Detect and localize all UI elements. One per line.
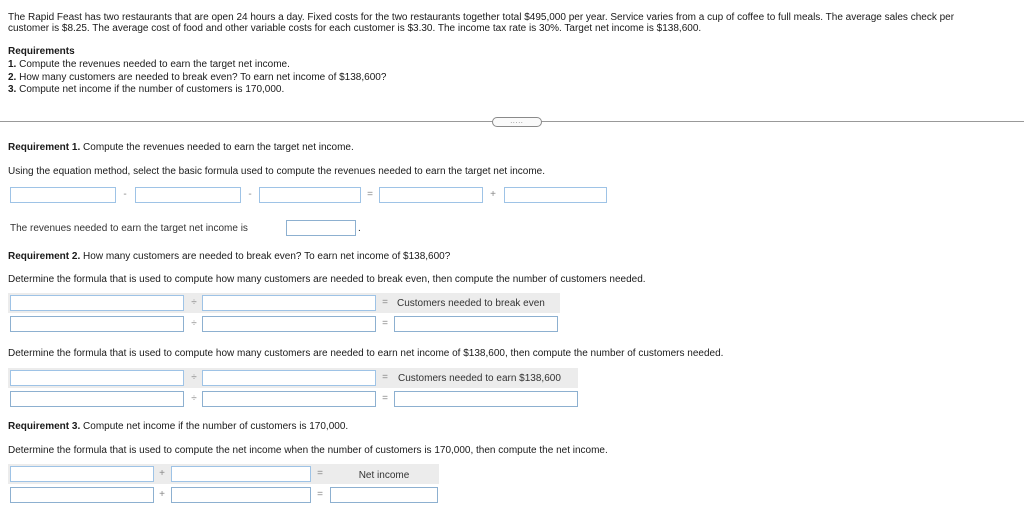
req2-breakeven-result-label: Customers needed to break even bbox=[397, 298, 545, 309]
req1-operator-plus: + bbox=[490, 189, 496, 200]
requirement-item-text: Compute net income if the number of customers is 170,000. bbox=[19, 84, 285, 95]
req2-target-value-input-1[interactable] bbox=[10, 391, 184, 407]
req3-result-label: Net income bbox=[358, 470, 410, 481]
requirement-item-number: 3. bbox=[8, 84, 17, 95]
req2-divide-operator: ÷ bbox=[191, 318, 197, 329]
req3-value-input-1[interactable] bbox=[10, 487, 154, 503]
req2-equals-operator: = bbox=[382, 393, 388, 404]
problem-text-line1: The Rapid Feast has two restaurants that are open 24 hours a day. Fixed costs for the two restaurants together total $495,000 per year. Service varies from a cup of coffee to full meals. The average sales check per bbox=[8, 12, 955, 23]
req2-text: How many customers are needed to break even? To earn net income of $138,600? bbox=[83, 251, 451, 262]
req1-revenue-input[interactable] bbox=[286, 220, 356, 236]
req1-instruction: Using the equation method, select the basic formula used to compute the revenues needed to earn the target net income. bbox=[8, 166, 546, 177]
req1-formula-dropdown-2[interactable] bbox=[135, 187, 241, 203]
req3-heading bbox=[8, 421, 348, 433]
req3-formula-dropdown-2[interactable] bbox=[171, 466, 311, 482]
req1-operator-equals: = bbox=[367, 189, 373, 200]
requirement-item-1 bbox=[8, 59, 290, 71]
req2-instruction-breakeven: Determine the formula that is used to compute how many customers are needed to break even, then compute the number of customers needed. bbox=[8, 274, 646, 285]
req1-heading bbox=[8, 142, 354, 154]
req2-instruction-target: Determine the formula that is used to compute how many customers are needed to earn net income of $138,600, then compute the number of customers needed. bbox=[8, 348, 724, 359]
req2-heading bbox=[8, 251, 450, 263]
requirement-item-3 bbox=[8, 84, 284, 96]
req2-divide-operator: ÷ bbox=[191, 297, 197, 308]
req3-instruction: Determine the formula that is used to compute the net income when the number of customers is 170,000, then compute the net income. bbox=[8, 445, 608, 456]
requirement-item-text: How many customers are needed to break even? To earn net income of $138,600? bbox=[19, 72, 387, 83]
req2-target-result-input[interactable] bbox=[394, 391, 578, 407]
req2-equals-operator: = bbox=[382, 297, 388, 308]
requirement-item-number: 2. bbox=[8, 72, 17, 83]
req2-target-value-input-2[interactable] bbox=[202, 391, 376, 407]
req3-plus-operator: + bbox=[159, 468, 165, 479]
req3-value-input-2[interactable] bbox=[171, 487, 311, 503]
expand-toggle-button[interactable]: ..... bbox=[492, 117, 542, 127]
req2-divide-operator: ÷ bbox=[191, 393, 197, 404]
req1-operator-2: - bbox=[248, 189, 252, 200]
req2-target-formula-dropdown-2[interactable] bbox=[202, 370, 376, 386]
req1-result-suffix: . bbox=[358, 223, 361, 234]
req1-formula-dropdown-5[interactable] bbox=[504, 187, 607, 203]
requirement-item-number: 1. bbox=[8, 59, 17, 70]
req1-operator-1: - bbox=[123, 189, 127, 200]
req2-breakeven-value-input-1[interactable] bbox=[10, 316, 184, 332]
req2-divide-operator: ÷ bbox=[191, 372, 197, 383]
req3-plus-operator: + bbox=[159, 489, 165, 500]
req2-equals-operator: = bbox=[382, 372, 388, 383]
req1-result-text: The revenues needed to earn the target net income is bbox=[10, 223, 248, 234]
req2-breakeven-value-input-2[interactable] bbox=[202, 316, 376, 332]
req1-label: Requirement 1. bbox=[8, 142, 81, 153]
req3-net-income-input[interactable] bbox=[330, 487, 438, 503]
requirements-heading: Requirements bbox=[8, 46, 75, 57]
req3-equals-operator: = bbox=[317, 468, 323, 479]
req3-formula-dropdown-1[interactable] bbox=[10, 466, 154, 482]
req2-breakeven-result-input[interactable] bbox=[394, 316, 558, 332]
req2-target-result-label: Customers needed to earn $138,600 bbox=[398, 373, 561, 384]
req2-equals-operator: = bbox=[382, 318, 388, 329]
req2-breakeven-formula-dropdown-2[interactable] bbox=[202, 295, 376, 311]
req2-breakeven-formula-dropdown-1[interactable] bbox=[10, 295, 184, 311]
req3-text: Compute net income if the number of customers is 170,000. bbox=[83, 421, 349, 432]
req1-formula-dropdown-1[interactable] bbox=[10, 187, 116, 203]
req2-target-formula-dropdown-1[interactable] bbox=[10, 370, 184, 386]
req3-label: Requirement 3. bbox=[8, 421, 81, 432]
req1-text: Compute the revenues needed to earn the target net income. bbox=[83, 142, 354, 153]
requirement-item-2 bbox=[8, 72, 386, 84]
req3-equals-operator: = bbox=[317, 489, 323, 500]
req1-formula-dropdown-3[interactable] bbox=[259, 187, 361, 203]
requirement-item-text: Compute the revenues needed to earn the target net income. bbox=[19, 59, 290, 70]
req1-formula-dropdown-4[interactable] bbox=[379, 187, 483, 203]
req2-label: Requirement 2. bbox=[8, 251, 81, 262]
problem-text-line2: customer is $8.25. The average cost of food and other variable costs for each customer is $3.30. The income tax rate is 30%. Target net income is $138,600. bbox=[8, 23, 702, 34]
